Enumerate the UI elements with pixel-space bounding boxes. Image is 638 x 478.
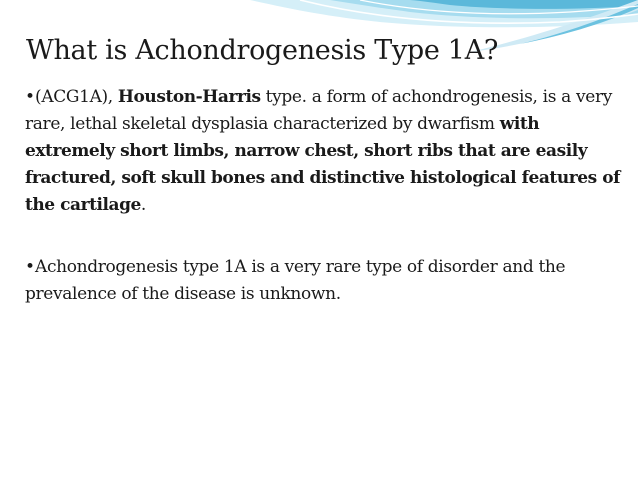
- paragraph-1-part-2: Houston-Harris: [117, 87, 261, 107]
- paragraph-1-part-6: .: [140, 195, 146, 215]
- paragraph-1-part-3: type: [260, 87, 302, 107]
- bullet-marker: •: [25, 257, 36, 277]
- paragraph-1-part-5: with extremely short limbs, narrow chest, short ribs that are easily fractured, soft skull bones and distinctive histological features of the cartilage: [25, 114, 620, 215]
- bullet-paragraph-2: [25, 254, 633, 308]
- bullet-paragraph-1: [25, 84, 633, 219]
- bullet-marker: •: [25, 87, 36, 107]
- slide-body: [25, 84, 633, 308]
- paragraph-2-text: Achondrogenesis type 1A is a very rare type of disorder and the prevalence of the disease is unknown.: [25, 257, 566, 304]
- paragraph-1-part-4: . a form of achondrogenesis, is a very rare, lethal skeletal dysplasia characterized by dwarfism: [25, 87, 612, 134]
- slide-title: What is Achondrogenesis Type 1A?: [26, 35, 499, 66]
- paragraph-1-part-1: (ACG1A),: [35, 87, 118, 107]
